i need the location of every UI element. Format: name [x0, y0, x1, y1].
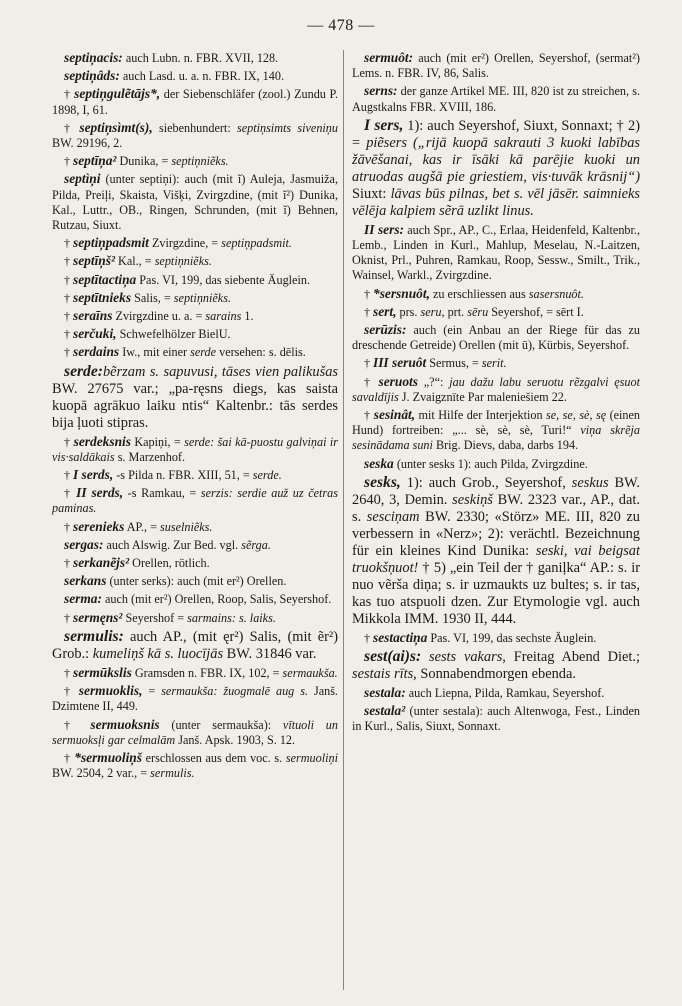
- entry-headword: septītactiņa: [73, 271, 137, 287]
- entry-headword: sermuôt:: [364, 50, 414, 65]
- dictionary-entry: [52, 363, 338, 432]
- entry-headword: serkans: [64, 573, 107, 589]
- dictionary-entry: [52, 485, 338, 516]
- entry-headword: sermuoksnis: [90, 716, 160, 732]
- entry-headword: septiņsìmt(s),: [79, 119, 153, 135]
- dictionary-entry: [52, 434, 338, 465]
- dictionary-entry: [52, 50, 338, 66]
- entry-headword: seska: [364, 455, 394, 471]
- entry-text: Orellen, rötlich.: [129, 556, 210, 571]
- entry-text: (einen Hund) fortreiben: „... sè, sè, sè, Turi!“: [352, 408, 640, 438]
- entry-headword: sermuoklis,: [78, 683, 143, 699]
- entry-headword: I sers,: [364, 116, 404, 134]
- entry-text: sests vakars,: [428, 649, 506, 666]
- entry-text: =: [142, 684, 162, 699]
- entry-text: Kapiņi, =: [130, 434, 185, 449]
- entry-headword: septīņa²: [73, 153, 117, 169]
- column-divider: [343, 50, 344, 990]
- entry-text: 1): auch Grob., Seyershof,: [400, 474, 572, 491]
- dictionary-entry: [52, 467, 338, 483]
- entry-text: Zur Etymologie vgl. auch Mikkola IMM. 1930 II, 444.: [352, 593, 640, 627]
- entry-text: (unter serks): auch (mit er²) Orellen.: [106, 574, 287, 589]
- dictionary-entry: [52, 610, 338, 626]
- entry-text: septiņniẽks.: [173, 290, 231, 305]
- entry-text: „?“:: [417, 374, 450, 389]
- dictionary-entry: [352, 703, 640, 734]
- entry-text: Gramsden n. FBR. IX, 102, =: [131, 665, 283, 680]
- entry-text: siebenhundert:: [152, 120, 237, 135]
- dictionary-entry: [352, 117, 640, 220]
- entry-text: sermaukša: žuogmalē aug s.: [161, 684, 308, 699]
- entry-text: Zvirgzdine u. a. =: [112, 309, 206, 324]
- entry-text: Schwefelhölzer BielU.: [116, 327, 231, 342]
- entry-headword: sestactiņa: [373, 629, 428, 645]
- dictionary-entry: [352, 630, 640, 646]
- entry-text: BW. 2323 var., AP., dat. s.: [352, 491, 640, 525]
- dagger-mark: †: [64, 290, 73, 305]
- dictionary-entry: [352, 474, 640, 628]
- entry-text: sermuoliņi: [285, 750, 338, 765]
- entry-text: seski, vai beigsat truokšņuot!: [352, 542, 640, 576]
- dictionary-entry: [352, 83, 640, 114]
- entry-text: 1.: [241, 309, 254, 324]
- dagger-mark: †: [64, 254, 73, 269]
- entry-text: Zvirgzdine, =: [148, 236, 222, 251]
- entry-text: auch (mit er²) Orellen, Seyershof, (sermat²) Lems. n. FBR. IV, 86, Salis.: [352, 51, 640, 81]
- entry-text: septiņniẽks.: [171, 154, 229, 169]
- entry-text: Pas. VI, 199, das siebente Äuglein.: [136, 272, 310, 287]
- entry-text: BW. 29196, 2.: [52, 136, 123, 151]
- dagger-mark: †: [364, 304, 373, 319]
- dictionary-entry: [352, 322, 640, 353]
- dictionary-entry: [52, 591, 338, 607]
- entry-headword: sesks,: [364, 473, 401, 491]
- entry-text: (unter sesks 1): auch Pilda, Zvirgzdine.: [393, 456, 588, 471]
- entry-text: Seyershof =: [122, 610, 188, 625]
- entry-text: AP., =: [124, 519, 160, 534]
- right-column: [352, 50, 640, 1000]
- entry-headword: serdains: [73, 344, 120, 360]
- entry-text: [421, 649, 429, 665]
- dictionary-entry: [52, 344, 338, 360]
- entry-text: sẽrga.: [241, 537, 271, 552]
- entry-text: sestais rīts,: [352, 666, 417, 683]
- dictionary-entry: [52, 86, 338, 117]
- entry-headword: septiņacis:: [64, 50, 123, 65]
- entry-text: Sonnabendmorgen ebenda.: [416, 666, 576, 683]
- dictionary-entry: [352, 222, 640, 284]
- entry-headword: seraīns: [73, 308, 113, 324]
- dictionary-entry: [352, 685, 640, 701]
- entry-text: -s Pilda n. FBR. XIII, 51, =: [113, 468, 253, 483]
- dictionary-entry: [52, 628, 338, 663]
- entry-headword: I serds,: [73, 467, 114, 483]
- entry-text: auch Alswig. Zur Bed. vgl.: [103, 537, 242, 552]
- entry-headword: septiņâds:: [64, 68, 120, 84]
- entry-text: BW. 2330; «Störz» ME. III, 820 zu verbessern in «Nerz»; 2): verächtl. Bezeichnung für ein kleines Kind Dunika:: [352, 508, 640, 559]
- entry-headword: serūzis:: [364, 322, 407, 338]
- entry-headword: seruots: [378, 373, 418, 389]
- dictionary-entry: [52, 555, 338, 571]
- dictionary-entry: [52, 519, 338, 535]
- entry-text: -s Ramkau, =: [123, 486, 201, 501]
- dagger-mark: †: [64, 519, 73, 534]
- entry-text: Pas. VI, 199, das sechste Äuglein.: [427, 630, 597, 645]
- entry-text: J. Zvaigznīte Par maleniešiem 22.: [398, 389, 567, 404]
- dagger-mark: †: [64, 120, 80, 135]
- entry-headword: serenieks: [73, 518, 125, 534]
- entry-text: septiņpadsmit.: [221, 236, 292, 251]
- entry-headword: sermulis:: [64, 627, 124, 645]
- dictionary-entry: [352, 304, 640, 320]
- dagger-mark: †: [364, 408, 374, 423]
- entry-text: BW. 31846 var.: [223, 645, 317, 662]
- entry-text: lāvas būs pilnas, bet s. vēl jāsēr. saimnieks vēlēja kalpiem sẽrā uzlikt linus.: [352, 185, 640, 219]
- entry-headword: sermęns²: [73, 609, 123, 625]
- entry-text: vītuoli un sermuoksļi gar celmalām: [52, 717, 338, 747]
- entry-text: mit Hilfe der Interjektion: [415, 408, 547, 423]
- entry-text: der Siebenschläfer (zool.) Zundu P. 1898, I, 61.: [52, 87, 338, 117]
- entry-headword: serdeksnis: [73, 433, 131, 449]
- entry-headword: septìņi: [64, 171, 101, 187]
- dictionary-entry: [52, 153, 338, 169]
- entry-headword: serkanẽjs²: [73, 555, 130, 571]
- dagger-mark: †: [364, 630, 373, 645]
- entry-text: † 5) „ein Teil der † ganiļka“ AP.: s. ir nuo vẽrša diņa; s. ir uzmaukts uz bultes; s. ir tas, kas tuo atspuoli dzen.: [352, 559, 640, 610]
- entry-text: Salis, =: [131, 290, 174, 305]
- dagger-mark: †: [64, 327, 73, 342]
- entry-text: auch Liepna, Pilda, Ramkau, Seyershof.: [405, 686, 605, 701]
- dictionary-entry: [52, 537, 338, 553]
- entry-text: Kal., =: [114, 254, 155, 269]
- dictionary-entry: [52, 272, 338, 288]
- entry-text: auch (ein Anbau an der Riege für das zu dreschende Getreide) Orellen (mit ū), Kürbis, Seyershof.: [352, 323, 640, 353]
- dagger-mark: †: [64, 154, 73, 169]
- entry-text: auch (mit er²) Orellen, Roop, Salis, Seyershof.: [101, 592, 332, 607]
- entry-text: (unter sermaukša):: [159, 717, 283, 732]
- entry-headword: *sermuoliņš: [74, 749, 142, 765]
- dictionary-entry: [52, 253, 338, 269]
- entry-headword: sergas:: [64, 536, 104, 552]
- dagger-mark: †: [64, 345, 73, 360]
- dagger-mark: †: [64, 556, 73, 571]
- dagger-mark: †: [64, 468, 73, 483]
- entry-text: zu erschliessen aus: [429, 286, 529, 301]
- entry-text: sēru: [467, 304, 489, 319]
- dagger-mark: †: [64, 309, 73, 324]
- entry-text: s. Marzenhof.: [114, 449, 186, 464]
- entry-headword: serma:: [64, 591, 102, 607]
- entry-text: auch Spr., AP., C., Erlaa, Heidenfeld, Kaltenbr., Lemb., Linden in Kurl., Mahlup, Meselau, N.-Laitzen, Oknist, Prl., Puhren, Ramkau, Roop, Sessw., Smilt., Trik., Wainsel, Warkl., Zvirgzdine.: [352, 222, 640, 283]
- entry-text: Iw., mit einer: [119, 345, 191, 360]
- entry-headword: sestala²: [364, 703, 406, 719]
- dictionary-entry: [52, 308, 338, 324]
- entry-headword: III seruôt: [373, 355, 427, 371]
- entry-text: se, se, sè, sę: [546, 408, 607, 423]
- dagger-mark: †: [64, 486, 77, 501]
- entry-text: suselniẽks.: [160, 519, 213, 534]
- dictionary-entry: [52, 171, 338, 233]
- entry-text: BW. 27675 var.; „pa-ręsns diegs, kas saista kuopā agrākuo laiku ntis“ Kaltenbr.: tās serdes bija ļuoti stipras.: [52, 380, 338, 431]
- dictionary-entry: [52, 750, 338, 781]
- dictionary-entry: [52, 120, 338, 151]
- dictionary-entry: [52, 326, 338, 342]
- dagger-mark: †: [64, 665, 73, 680]
- dictionary-entry: [52, 683, 338, 714]
- entry-headword: sestala:: [364, 685, 406, 701]
- entry-text: sarmains: s. laiks.: [187, 610, 276, 625]
- dictionary-entry: [52, 665, 338, 681]
- dictionary-entry: [352, 648, 640, 683]
- page-number: — 478 —: [307, 17, 375, 34]
- entry-text: Dunika, =: [116, 154, 172, 169]
- entry-text: kumeliņš kā s. luocījās: [92, 645, 224, 662]
- entry-headword: septiņpadsmit: [73, 235, 149, 251]
- entry-text: serde: [190, 345, 217, 360]
- entry-text: serzis: serdie auž uz četras paminas.: [52, 486, 338, 516]
- entry-headword: II sers:: [364, 221, 405, 237]
- entry-text: viņa skrẽja sesinādama suni: [352, 423, 640, 453]
- entry-headword: septīņš²: [73, 253, 115, 269]
- dictionary-entry: [352, 355, 640, 371]
- dagger-mark: †: [64, 610, 73, 625]
- entry-headword: sert,: [373, 303, 397, 319]
- entry-headword: II serds,: [76, 485, 124, 501]
- entry-text: sermulis.: [150, 766, 195, 781]
- entry-text: seru,: [420, 304, 445, 319]
- entry-text: Janš. Apsk. 1903, S. 12.: [175, 732, 296, 747]
- entry-text: septiņniẽks.: [154, 254, 212, 269]
- dictionary-entry: [352, 50, 640, 81]
- dictionary-entry: [52, 573, 338, 589]
- entry-text: serit.: [481, 356, 507, 371]
- entry-text: auch AP., (mit ęr²) Salis, (mit ẽr²) Grob.:: [52, 628, 338, 662]
- entry-text: seskus: [571, 474, 609, 491]
- dictionary-entry: [52, 717, 338, 748]
- dictionary-entry: [52, 290, 338, 306]
- entry-headword: serde:: [64, 362, 103, 380]
- entry-text: sesciņam: [366, 508, 420, 525]
- entry-text: auch Lubn. n. FBR. XVII, 128.: [122, 51, 279, 65]
- entry-headword: sesinât,: [373, 407, 416, 423]
- dagger-mark: †: [364, 286, 373, 301]
- dagger-mark: †: [64, 87, 75, 102]
- entry-headword: *sersnuôt,: [373, 285, 430, 301]
- dictionary-entry: [352, 374, 640, 405]
- entry-headword: serns:: [364, 83, 398, 99]
- entry-text: Brig. Dievs, daba, darbs 194.: [432, 438, 579, 453]
- entry-headword: septītnieks: [73, 289, 132, 305]
- entry-text: septiņsimts siveniņu: [236, 120, 338, 135]
- dagger-mark: †: [64, 750, 75, 765]
- entry-text: BW. 2504, 2 var., =: [52, 766, 151, 781]
- entry-text: auch Lasd. u. a. n. FBR. IX, 140.: [119, 69, 284, 84]
- entry-text: BW. 2640, 3, Demin.: [352, 474, 640, 508]
- entry-text: Freitag Abend Diet.;: [505, 649, 640, 666]
- dagger-mark: †: [64, 236, 73, 251]
- dictionary-entry: [352, 407, 640, 454]
- dagger-mark: †: [64, 684, 79, 699]
- entry-text: (unter sestala): auch Altenwoga, Fest., Linden in Kurl., Salis, Siuxt, Sonnaxt.: [352, 704, 640, 734]
- entry-text: Seyershof, = sērt I.: [488, 304, 584, 319]
- entry-text: serde: šai kā-puostu galviņai ir vis·saldākais: [52, 434, 338, 464]
- entry-text: sermaukša.: [282, 665, 338, 680]
- dagger-mark: †: [64, 717, 91, 732]
- dictionary-entry: [52, 68, 338, 84]
- entry-headword: sest(ai)s:: [364, 648, 422, 666]
- entry-text: (unter septiņi): auch (mit ĩ) Auleja, Jasmuiža, Pilda, Preiļi, Skaista, Višķi, Zvirgzdine, (mit ĩ²) Dunika, Kal., Luttr., OB., Ringen, Schrunden, (mit ĩ) Behnen, Rutzau, Siuxt.: [52, 172, 338, 233]
- entry-text: jau dažu labu seruotu rẽzgalvi ęsuot savaldījis: [352, 374, 640, 404]
- dagger-mark: †: [364, 356, 373, 371]
- dictionary-entry: [352, 456, 640, 472]
- entry-text: der ganze Artikel ME. III, 820 ist zu streichen, s. Augstkalns FBR. XVIII, 186.: [352, 84, 640, 114]
- entry-text: piẽsers („rijā kuopā sakrauti 3 kuoki labības žāvēšanai, kas ir īsāki kā parējie kuoki un atruodas augšā pie griestiem, vis·tuvāk krāsnij“): [352, 134, 640, 185]
- entry-text: versehen: s. dēlis.: [216, 345, 306, 360]
- left-column: [52, 50, 338, 1000]
- dictionary-entry: [352, 286, 640, 302]
- entry-text: prs.: [396, 304, 421, 319]
- entry-text: Siuxt:: [352, 185, 391, 202]
- entry-headword: serčuki,: [73, 326, 117, 342]
- entry-text: erschlossen aus dem voc. s.: [141, 750, 286, 765]
- entry-text: seskiņš: [452, 491, 493, 508]
- entry-text: sasersnuôt.: [528, 286, 584, 301]
- dictionary-entry: [52, 235, 338, 251]
- entry-headword: sermūkslis: [73, 664, 132, 680]
- entry-text: sarains: [205, 309, 242, 324]
- dagger-mark: †: [364, 374, 379, 389]
- entry-text: Sermus, =: [426, 356, 482, 371]
- entry-text: bẽrzam s. sapuvusi, tāses vien palikušas: [102, 363, 338, 380]
- entry-headword: septiņgulẽtājs*,: [74, 86, 161, 102]
- entry-text: 1): auch Seyershof, Siuxt, Sonnaxt; † 2) =: [352, 117, 640, 151]
- entry-text: prt.: [444, 304, 468, 319]
- dagger-mark: †: [64, 272, 73, 287]
- entry-text: Janš. Dzimtene II, 449.: [52, 684, 338, 714]
- dagger-mark: †: [64, 434, 74, 449]
- entry-text: serde.: [252, 468, 282, 483]
